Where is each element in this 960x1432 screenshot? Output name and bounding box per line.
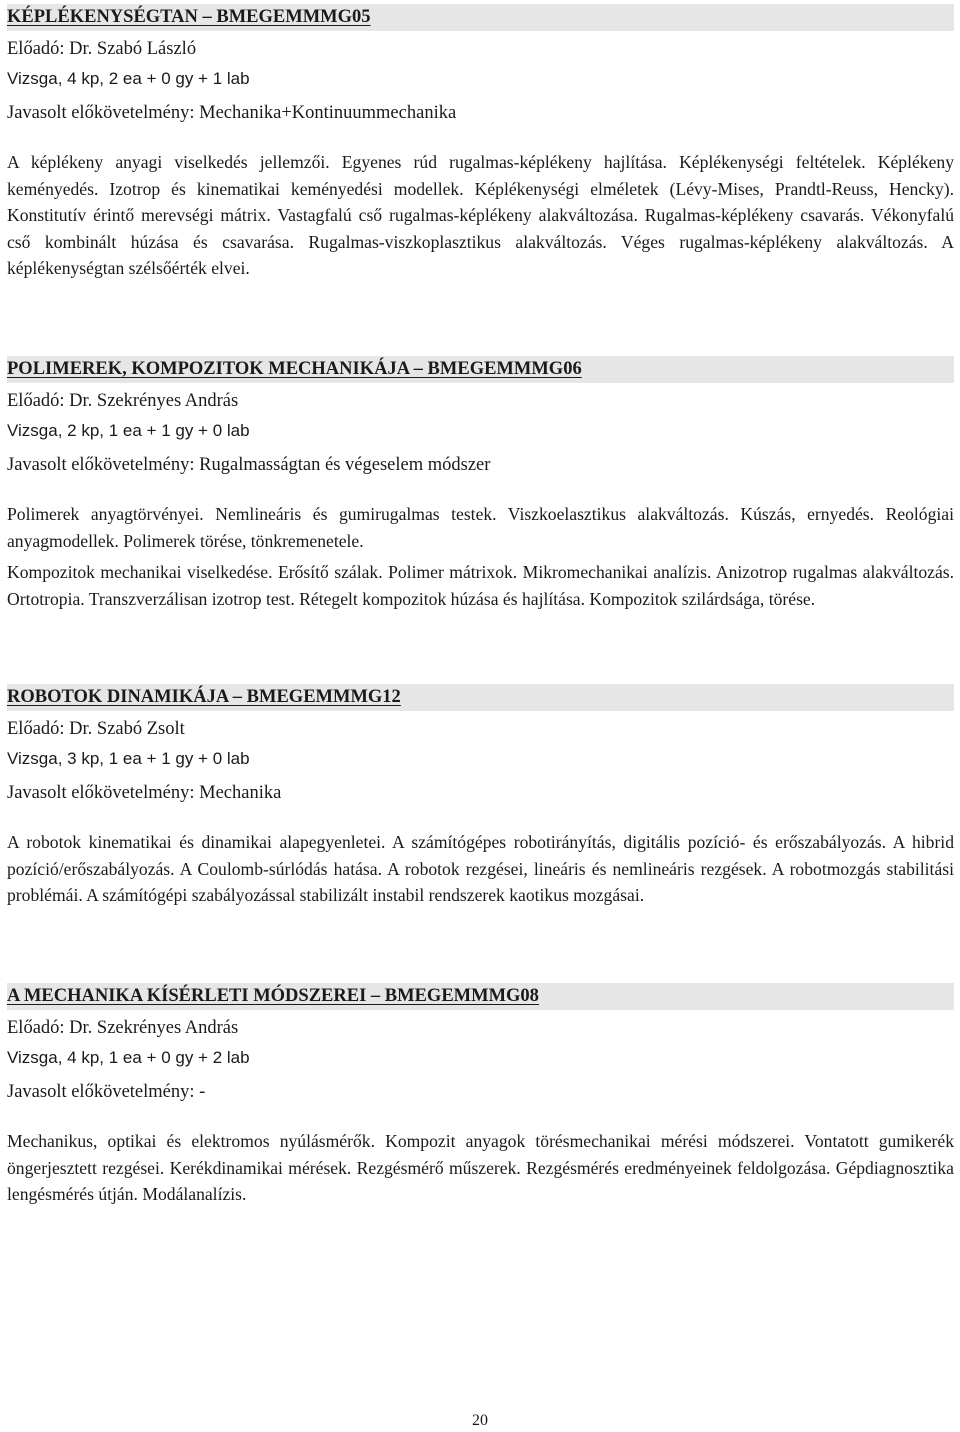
course-exam-info: Vizsga, 4 kp, 2 ea + 0 gy + 1 lab: [7, 69, 250, 88]
course-title: A MECHANIKA KÍSÉRLETI MÓDSZEREI – BMEGEMMMG08: [7, 983, 954, 1010]
course-prerequisite: Javasolt előkövetelmény: Rugalmasságtan és végeselem módszer: [7, 455, 491, 475]
course-exam-info: Vizsga, 3 kp, 1 ea + 1 gy + 0 lab: [7, 749, 250, 768]
course-lecturer: Előadó: Dr. Szabó László: [7, 39, 197, 59]
course-exam-info: Vizsga, 2 kp, 1 ea + 1 gy + 0 lab: [7, 421, 250, 440]
description-paragraph: Mechanikus, optikai és elektromos nyúlásmérők. Kompozit anyagok törésmechanikai mérési módszerei. Vontatott gumikerék öngerjesztett rezgései. Kerékdinamikai mérések. Rezgésmérő műszerek. Rezgésmérés eredményeinek feldolgozása. Gépdiagnosztika lengésmérés útján. Modálanalízis.: [7, 1131, 954, 1204]
course-description: [7, 829, 954, 909]
course-prerequisite: Javasolt előkövetelmény: Mechanika: [7, 783, 282, 803]
course-lecturer: Előadó: Dr. Szabó Zsolt: [7, 719, 185, 739]
course-description: [7, 501, 954, 612]
course-exam-info: Vizsga, 4 kp, 1 ea + 0 gy + 2 lab: [7, 1048, 250, 1067]
course-section: [7, 684, 954, 909]
page-number: 20: [472, 1412, 488, 1429]
course-section: [7, 4, 954, 282]
course-description: [7, 1128, 954, 1208]
course-lecturer: Előadó: Dr. Szekrényes András: [7, 1018, 239, 1038]
course-lecturer: Előadó: Dr. Szekrényes András: [7, 391, 239, 411]
course-title: POLIMEREK, KOMPOZITOK MECHANIKÁJA – BMEGEMMMG06: [7, 356, 954, 383]
description-paragraph: Polimerek anyagtörvényei. Nemlineáris és gumirugalmas testek. Viszkoelasztikus alakváltozás. Kúszás, ernyedés. Reológiai anyagmodellek. Polimerek törése, tönkremenetele.: [7, 504, 954, 551]
course-section: [7, 356, 954, 612]
course-title: KÉPLÉKENYSÉGTAN – BMEGEMMMG05: [7, 4, 954, 31]
description-paragraph: Kompozitok mechanikai viselkedése. Erősítő szálak. Polimer mátrixok. Mikromechanikai analízis. Anizotrop rugalmas alakváltozás. Ortotropia. Transzverzálisan izotrop test. Rétegelt kompozitok húzása és hajlítása. Kompozitok szilárdsága, törése.: [7, 562, 954, 609]
course-prerequisite: Javasolt előkövetelmény: Mechanika+Kontinuummechanika: [7, 103, 457, 123]
course-title: ROBOTOK DINAMIKÁJA – BMEGEMMMG12: [7, 684, 954, 711]
description-paragraph: A robotok kinematikai és dinamikai alapegyenletei. A számítógépes robotirányítás, digitális pozíció- és erőszabályozás. A hibrid pozíció/erőszabályozás. A Coulomb-súrlódás hatása. A robotok rezgései, lineáris és nemlineáris rezgések. A robotmozgás stabilitási problémái. A számítógépi szabályozással stabilizált instabil rendszerek kaotikus mozgásai.: [7, 832, 954, 905]
course-prerequisite: Javasolt előkövetelmény: -: [7, 1082, 206, 1102]
course-description: [7, 149, 954, 282]
course-section: [7, 983, 954, 1208]
description-paragraph: A képlékeny anyagi viselkedés jellemzői. Egyenes rúd rugalmas-képlékeny hajlítása. Képlékenységi feltételek. Képlékeny keményedés. Izotrop és kinematikai keményedési modellek. Képlékenységi elméletek (Lévy-Mises, Prandtl-Reuss, Hencky). Konstitutív érintő merevségi mátrix. Vastagfalú cső rugalmas-képlékeny alakváltozása. Rugalmas-képlékeny csavarás. Vékonyfalú cső kombinált húzása és csavarása. Rugalmas-viszkoplasztikus alakváltozás. Véges rugalmas-képlékeny alakváltozás. A képlékenységtan szélsőérték elvei.: [7, 152, 954, 278]
